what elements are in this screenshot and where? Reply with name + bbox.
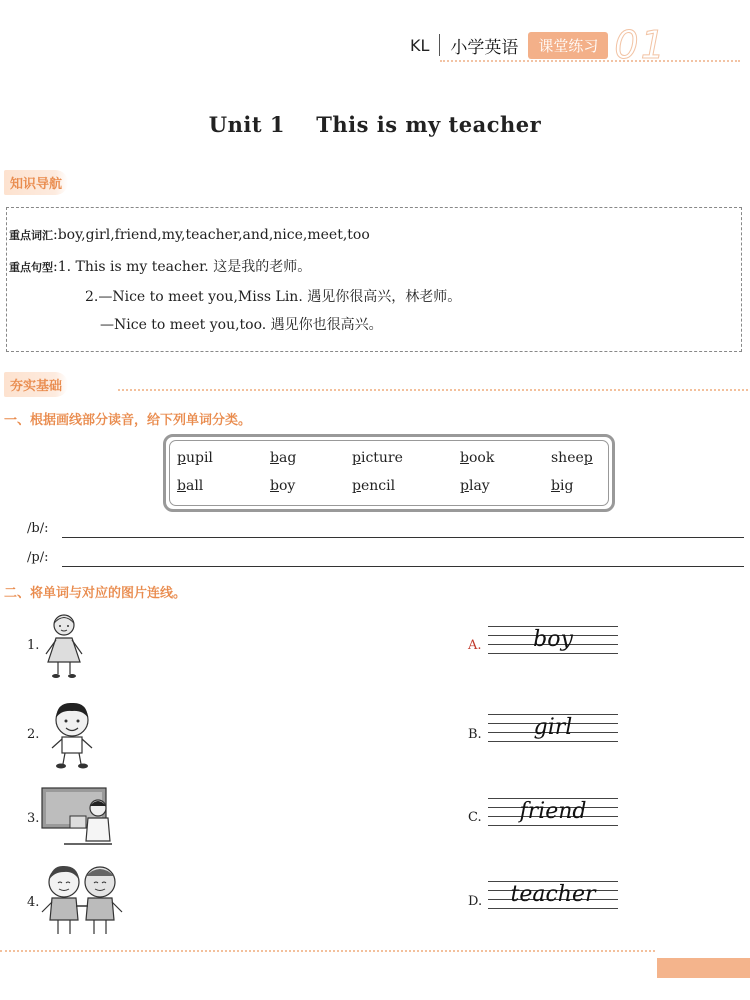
header-divider: [439, 34, 440, 56]
unit-title: Unit 1 This is my teacher: [208, 112, 542, 137]
option-a-handwriting[interactable]: [488, 626, 618, 654]
blank-b-line[interactable]: [62, 537, 744, 538]
word-rest: ig: [559, 478, 574, 494]
word-underline: b: [551, 478, 560, 494]
option-a-word: boy: [533, 627, 573, 652]
option-b-word: girl: [533, 715, 573, 740]
blank-p-line[interactable]: [62, 566, 744, 567]
item-number-3: 3.: [27, 811, 40, 826]
footer-corner-tab: [657, 958, 750, 978]
knowledge-nav-label: 知识导航: [4, 170, 68, 195]
sentence-1: :1. This is my teacher. 这是我的老师。: [53, 259, 312, 275]
item-number-4: 4.: [27, 895, 40, 910]
word-rest: oy: [278, 478, 296, 494]
item-number-2: 2.: [27, 727, 40, 742]
vocab-words: :boy,girl,friend,my,teacher,and,nice,meet,too: [53, 227, 370, 243]
knowledge-box: [6, 207, 742, 352]
word-book: [460, 450, 494, 466]
option-d-handwriting[interactable]: [488, 881, 618, 909]
page-header: [410, 23, 667, 67]
practice-label: 夯实基础: [4, 372, 68, 397]
word-rest: lay: [468, 478, 490, 494]
word-play: [460, 478, 490, 494]
word-pupil: [177, 450, 213, 466]
word-pencil: [352, 478, 395, 494]
option-b-letter: B.: [468, 727, 482, 742]
exercise-badge: 课堂练习: [528, 32, 608, 59]
word-boy: [270, 478, 295, 494]
word-underline: p: [177, 450, 186, 466]
word-underline: p: [460, 478, 469, 494]
sentence-line-1: [9, 256, 311, 276]
word-underline: b: [270, 450, 279, 466]
word-underline: b: [177, 478, 186, 494]
footer-dotted-line: [0, 950, 655, 952]
word-ball: [177, 478, 203, 494]
option-c-letter: C.: [468, 810, 482, 825]
girl-picture: [38, 612, 90, 680]
option-d-letter: D.: [468, 894, 483, 909]
blank-p-label: /p/:: [27, 550, 49, 565]
word-rest: encil: [360, 478, 396, 494]
question-2-heading: 二、将单词与对应的图片连线。: [4, 586, 187, 601]
option-d-word: teacher: [510, 882, 596, 907]
boy-picture: [45, 700, 100, 770]
option-a-letter-text: A.: [468, 638, 482, 653]
word-rest: ag: [278, 450, 297, 466]
vocab-line: [9, 227, 370, 243]
word-sheep: [551, 450, 593, 466]
word-rest: icture: [360, 450, 403, 466]
option-a-letter: [468, 638, 482, 653]
item-number-1: 1.: [27, 638, 40, 653]
word-rest: all: [185, 478, 204, 494]
teacher-picture: [40, 786, 115, 846]
word-rest: shee: [551, 450, 584, 466]
page-number: 01: [614, 23, 667, 67]
practice-dotted-line: [118, 389, 748, 391]
sentence-3: —Nice to meet you,too. 遇见你也很高兴。: [100, 317, 383, 333]
word-underline: p: [583, 450, 593, 466]
word-underline: b: [270, 478, 279, 494]
vocab-label: 重点词汇: [9, 229, 53, 242]
blank-b-label: /b/:: [27, 521, 49, 536]
word-underline: p: [352, 450, 361, 466]
header-dotted-line: [440, 60, 740, 62]
word-underline: p: [352, 478, 361, 494]
question-1-heading: 一、根据画线部分读音，给下列单词分类。: [4, 413, 252, 428]
word-rest: ook: [468, 450, 495, 466]
word-box: [163, 434, 615, 512]
word-rest: upil: [185, 450, 213, 466]
sentence-label: 重点句型: [9, 261, 53, 274]
word-bag: [270, 450, 296, 466]
series-code: KL: [410, 35, 430, 55]
word-picture: [352, 450, 403, 466]
word-big: [551, 478, 573, 494]
option-b-handwriting[interactable]: [488, 714, 618, 742]
friends-picture: [38, 862, 128, 940]
option-c-handwriting[interactable]: [488, 798, 618, 826]
word-underline: b: [460, 450, 469, 466]
option-c-word: friend: [519, 799, 587, 824]
subject-title: 小学英语: [450, 37, 519, 58]
sentence-2: 2.—Nice to meet you,Miss Lin. 遇见你很高兴，林老师。: [85, 289, 462, 305]
